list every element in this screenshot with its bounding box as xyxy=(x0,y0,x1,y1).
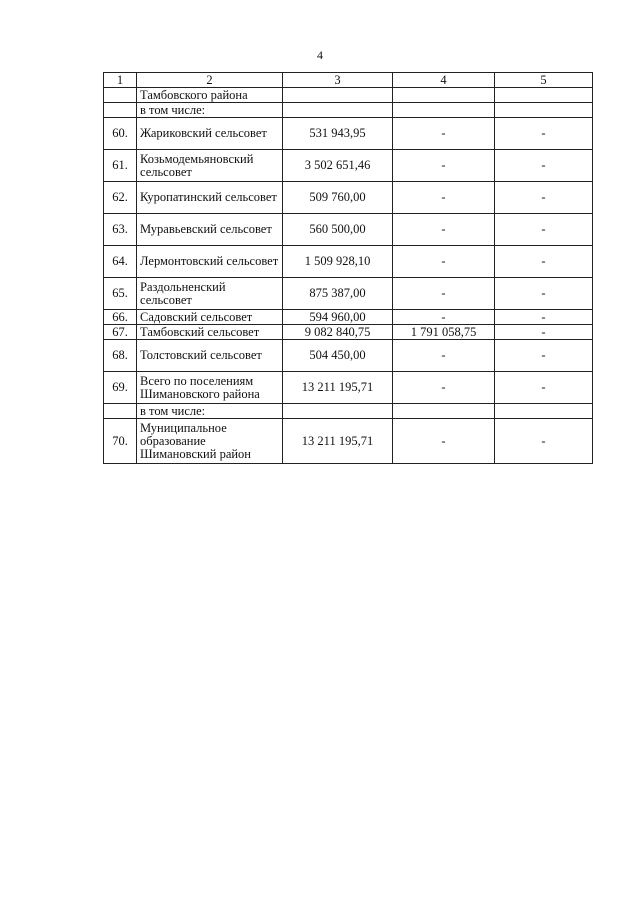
row-amount: 875 387,00 xyxy=(283,278,393,310)
row-amount: 9 082 840,75 xyxy=(283,325,393,340)
row-col-5: - xyxy=(495,310,593,325)
row-number xyxy=(104,103,137,118)
table-row xyxy=(104,214,593,246)
row-name: Садовский сельсовет xyxy=(137,310,283,325)
row-number: 70. xyxy=(104,419,137,464)
row-amount xyxy=(283,103,393,118)
row-number xyxy=(104,404,137,419)
row-col-4: - xyxy=(393,340,495,372)
row-col-5: - xyxy=(495,150,593,182)
table-row xyxy=(104,182,593,214)
row-col-5: - xyxy=(495,182,593,214)
row-col-5: - xyxy=(495,118,593,150)
budget-table xyxy=(103,72,593,464)
table-row xyxy=(104,419,593,464)
table-row xyxy=(104,372,593,404)
row-col-4 xyxy=(393,404,495,419)
row-number: 69. xyxy=(104,372,137,404)
table-header-row xyxy=(104,73,593,88)
row-number: 65. xyxy=(104,278,137,310)
row-col-5 xyxy=(495,103,593,118)
row-amount: 594 960,00 xyxy=(283,310,393,325)
row-amount: 504 450,00 xyxy=(283,340,393,372)
row-col-4: - xyxy=(393,278,495,310)
row-col-5: - xyxy=(495,340,593,372)
row-amount: 1 509 928,10 xyxy=(283,246,393,278)
row-amount: 3 502 651,46 xyxy=(283,150,393,182)
table-row xyxy=(104,404,593,419)
row-name: Тамбовского района xyxy=(137,88,283,103)
header-col-4: 4 xyxy=(393,73,495,88)
row-col-4: - xyxy=(393,118,495,150)
page-number: 4 xyxy=(317,48,323,62)
table-row xyxy=(104,103,593,118)
row-col-4 xyxy=(393,103,495,118)
row-col-5: - xyxy=(495,419,593,464)
row-col-5 xyxy=(495,404,593,419)
row-name: Жариковский сельсовет xyxy=(137,118,283,150)
row-name: Куропатинский сельсовет xyxy=(137,182,283,214)
row-name: Муниципальное образование Шимановский район xyxy=(137,419,283,464)
row-number xyxy=(104,88,137,103)
row-col-4: - xyxy=(393,150,495,182)
row-number: 66. xyxy=(104,310,137,325)
row-number: 60. xyxy=(104,118,137,150)
table-row xyxy=(104,278,593,310)
row-number: 67. xyxy=(104,325,137,340)
row-col-4: - xyxy=(393,419,495,464)
row-amount: 531 943,95 xyxy=(283,118,393,150)
row-amount: 13 211 195,71 xyxy=(283,372,393,404)
row-col-4: - xyxy=(393,310,495,325)
row-col-5: - xyxy=(495,325,593,340)
table-row xyxy=(104,118,593,150)
row-name: Раздольненский сельсовет xyxy=(137,278,283,310)
row-name: Всего по поселениям Шимановского района xyxy=(137,372,283,404)
row-col-5 xyxy=(495,88,593,103)
row-col-5: - xyxy=(495,214,593,246)
table-row xyxy=(104,150,593,182)
header-col-5: 5 xyxy=(495,73,593,88)
table-row xyxy=(104,310,593,325)
row-name: Козьмодемьяновский сельсовет xyxy=(137,150,283,182)
row-col-5: - xyxy=(495,372,593,404)
table-row xyxy=(104,88,593,103)
row-amount: 509 760,00 xyxy=(283,182,393,214)
row-name: Тамбовский сельсовет xyxy=(137,325,283,340)
table-row xyxy=(104,325,593,340)
row-number: 68. xyxy=(104,340,137,372)
row-name: в том числе: xyxy=(137,103,283,118)
row-name: Лермонтовский сельсовет xyxy=(137,246,283,278)
row-col-4 xyxy=(393,88,495,103)
row-col-4: - xyxy=(393,372,495,404)
row-amount xyxy=(283,88,393,103)
row-col-4: 1 791 058,75 xyxy=(393,325,495,340)
row-number: 61. xyxy=(104,150,137,182)
row-name: в том числе: xyxy=(137,404,283,419)
table-row xyxy=(104,246,593,278)
header-col-3: 3 xyxy=(283,73,393,88)
row-name: Муравьевский сельсовет xyxy=(137,214,283,246)
row-number: 63. xyxy=(104,214,137,246)
row-amount: 13 211 195,71 xyxy=(283,419,393,464)
row-col-5: - xyxy=(495,278,593,310)
table-row xyxy=(104,340,593,372)
row-col-4: - xyxy=(393,246,495,278)
header-col-1: 1 xyxy=(104,73,137,88)
row-col-4: - xyxy=(393,182,495,214)
row-amount xyxy=(283,404,393,419)
row-number: 64. xyxy=(104,246,137,278)
row-col-4: - xyxy=(393,214,495,246)
row-name: Толстовский сельсовет xyxy=(137,340,283,372)
row-amount: 560 500,00 xyxy=(283,214,393,246)
row-col-5: - xyxy=(495,246,593,278)
header-col-2: 2 xyxy=(137,73,283,88)
row-number: 62. xyxy=(104,182,137,214)
